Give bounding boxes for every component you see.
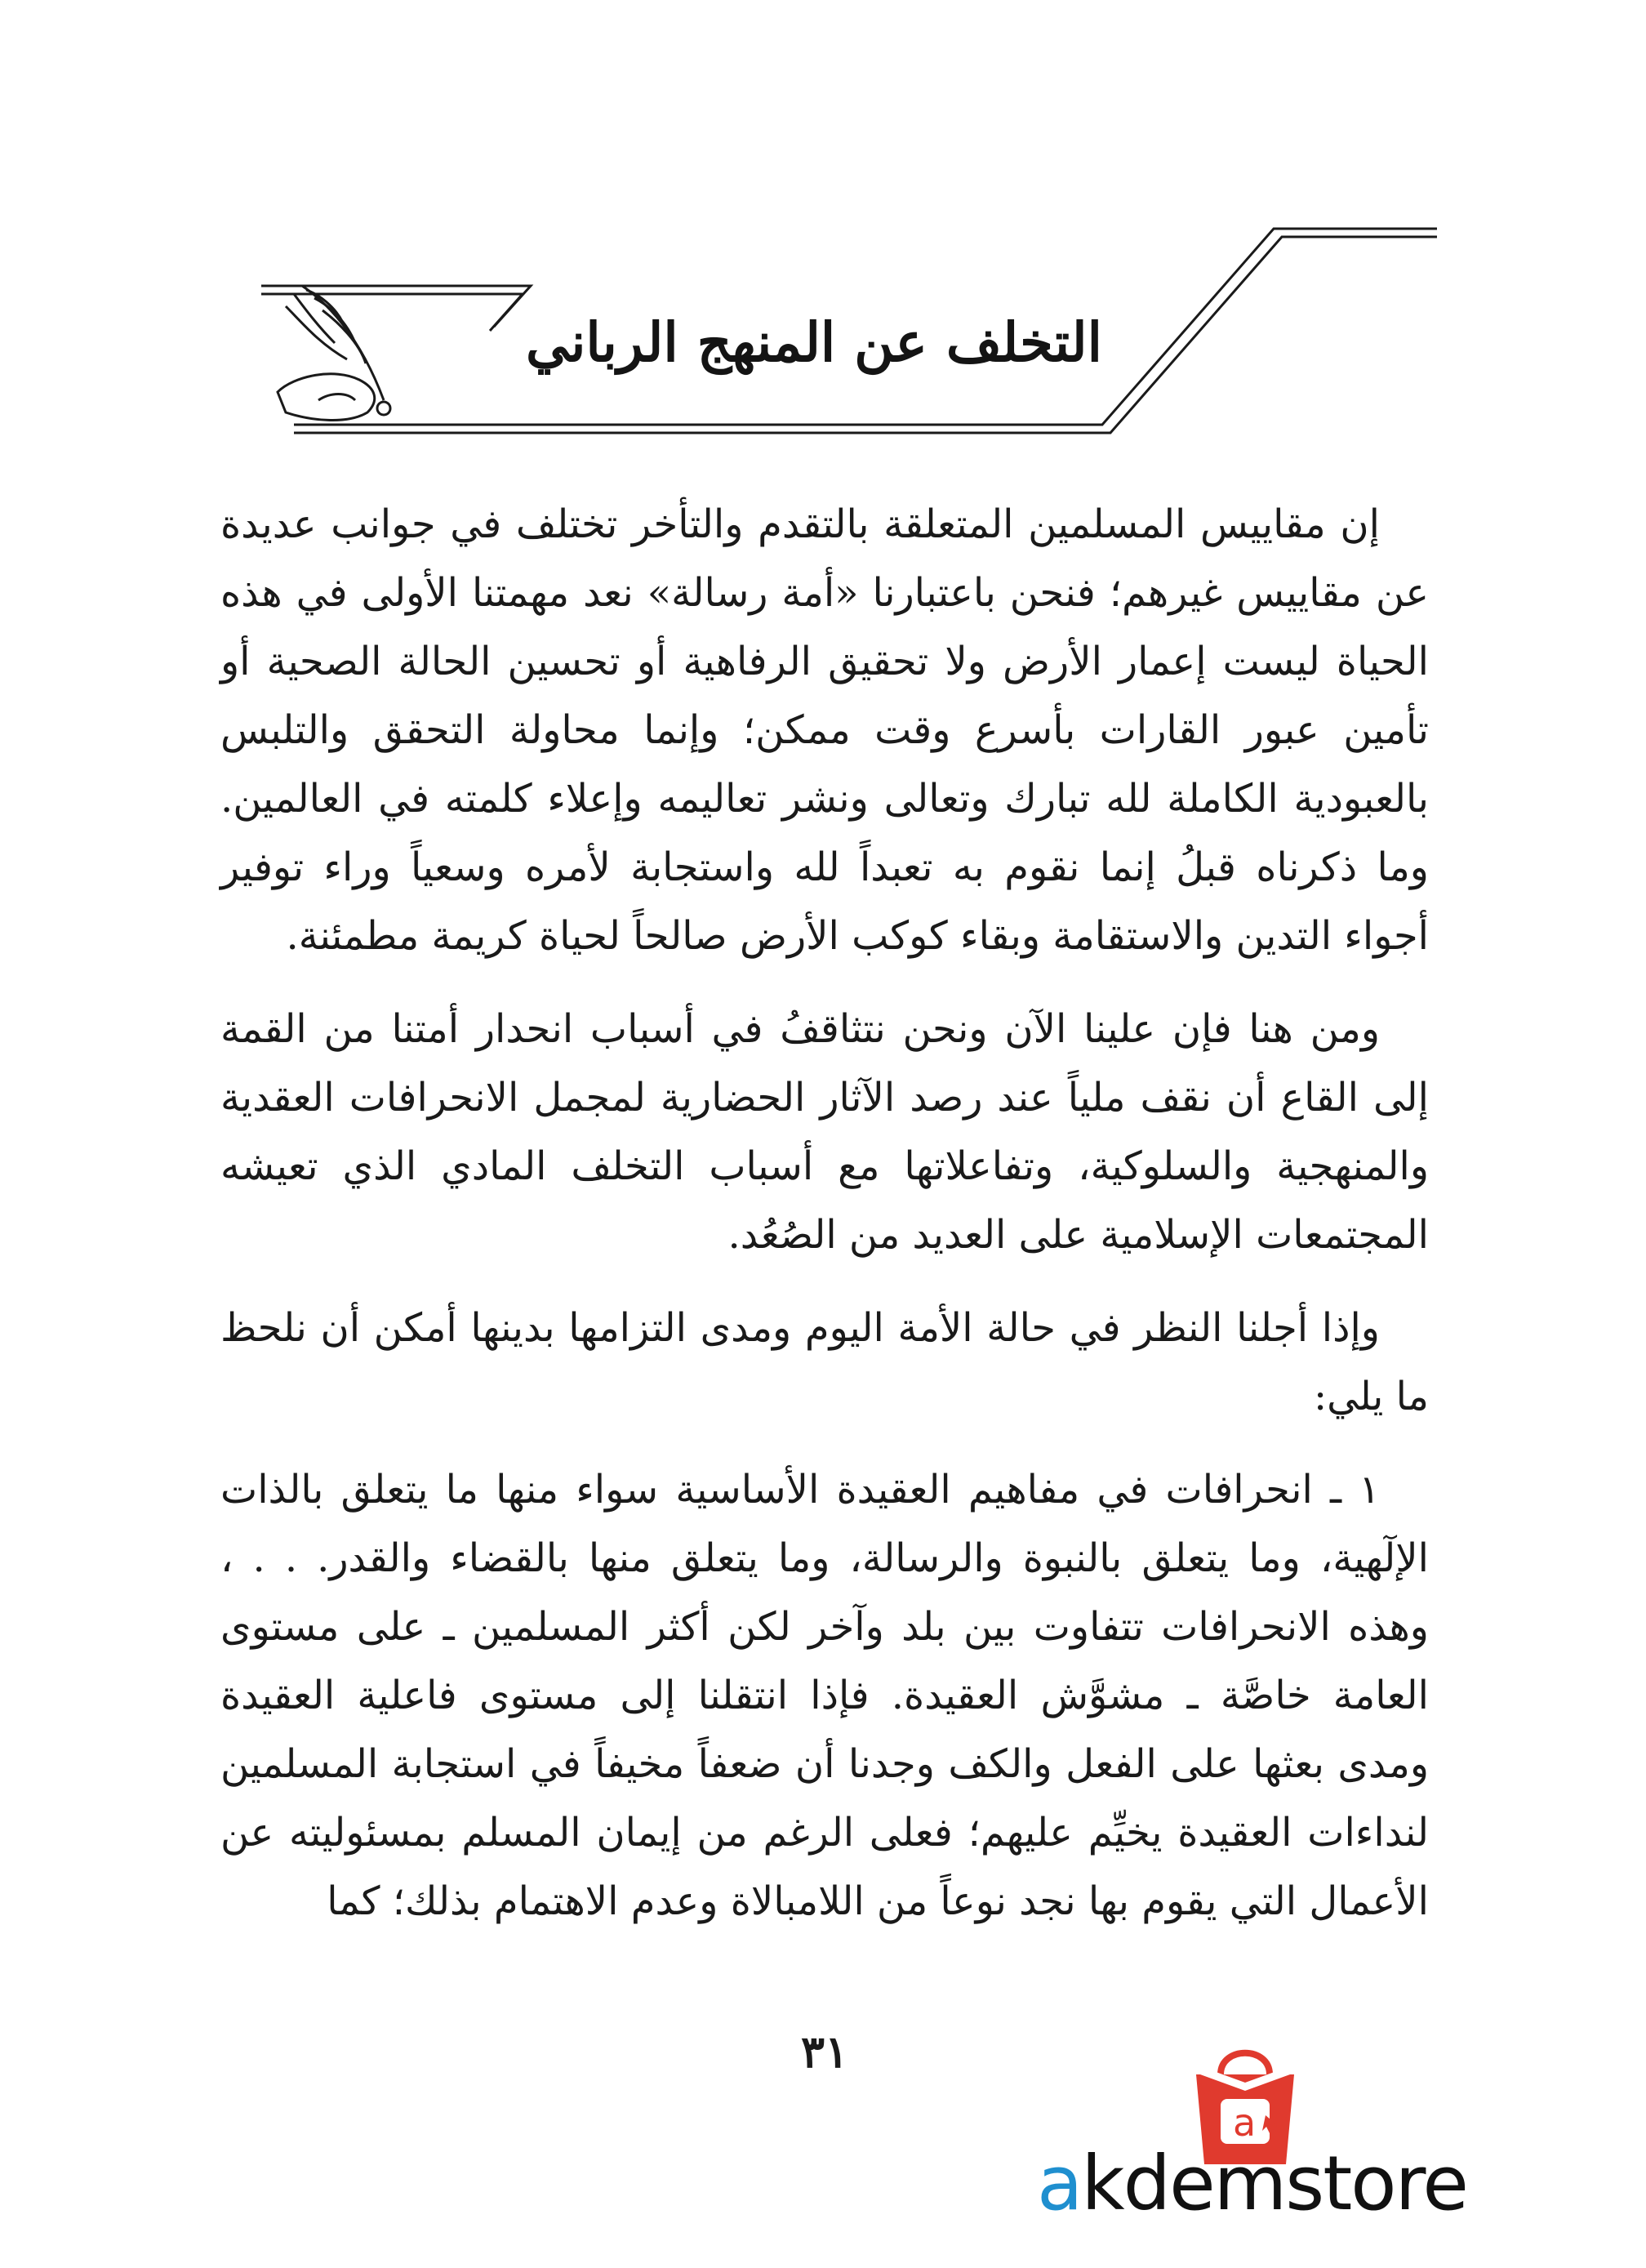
svg-text:a: a (1233, 2101, 1257, 2145)
body-text (220, 490, 1429, 1960)
paragraph-4: ١ ـ انحرافات في مفاهيم العقيدة الأساسية سواء منها ما يتعلق بالذات الإلٓهية، وما يتعلق بالنبوة والرسالة، وما يتعلق منها بالقضاء والقدر. . . ، وهذه الانحرافات تتفاوت بين بلد وآخر لكن أكثر المسلمين ـ على مستوى العامة خاصَّة ـ مشوَّش العقيدة. فإذا انتقلنا إلى مستوى فاعلية العقيدة ومدى بعثها على الفعل والكف وجدنا أن ضعفاً مخيفاً في استجابة المسلمين لنداءات العقيدة يخيِّم عليهم؛ فعلى الرغم من إيمان المسلم بمسئوليته عن الأعمال التي يقوم بها نجد نوعاً من اللامبالاة وعدم الاهتمام بذلك؛ كما (220, 1467, 1429, 1924)
quill-hand-icon (269, 278, 425, 433)
paragraph-2: ومن هنا فإن علينا الآن ونحن نتثاقفُ في أسباب انحدار أمتنا من القمة إلى القاع أن نقف ملياً عند رصد الآثار الحضارية لمجمل الانحرافات العقدية والمنهجية والسلوكية، وتفاعلاتها مع أسباب التخلف المادي الذي تعيشه المجتمعات الإسلامية على العديد من الصُعُد. (220, 1006, 1429, 1258)
store-wordmark: akdemstore (1037, 2140, 1467, 2227)
paragraph-3: وإذا أجلنا النظر في حالة الأمة اليوم ومدى التزامها بدينها أمكن أن نلحظ ما يلي: (220, 1305, 1429, 1419)
chapter-title: التخلف عن المنهج الرباني (526, 310, 1102, 374)
page-number: ٣١ (800, 2025, 848, 2078)
paragraph-1: إن مقاييس المسلمين المتعلقة بالتقدم والتأخر تختلف في جوانب عديدة عن مقاييس غيرهم؛ فنحن باعتبارنا «أمة رسالة» نعد مهمتنا الأولى في هذه الحياة ليست إعمار الأرض ولا تحقيق الرفاهية أو تحسين الحالة الصحية أو تأمين عبور القارات بأسرع وقت ممكن؛ وإنما محاولة التحقق والتلبس بالعبودية الكاملة لله تبارك وتعالى ونشر تعاليمه وإعلاء كلمته في العالمين. وما ذكرناه قبلُ إنما نقوم به تعبداً لله واستجابة لأمره وسعياً وراء توفير أجواء التدين والاستقامة وبقاء كوكب الأرض صالحاً لحياة كريمة مطمئنة. (220, 501, 1430, 959)
